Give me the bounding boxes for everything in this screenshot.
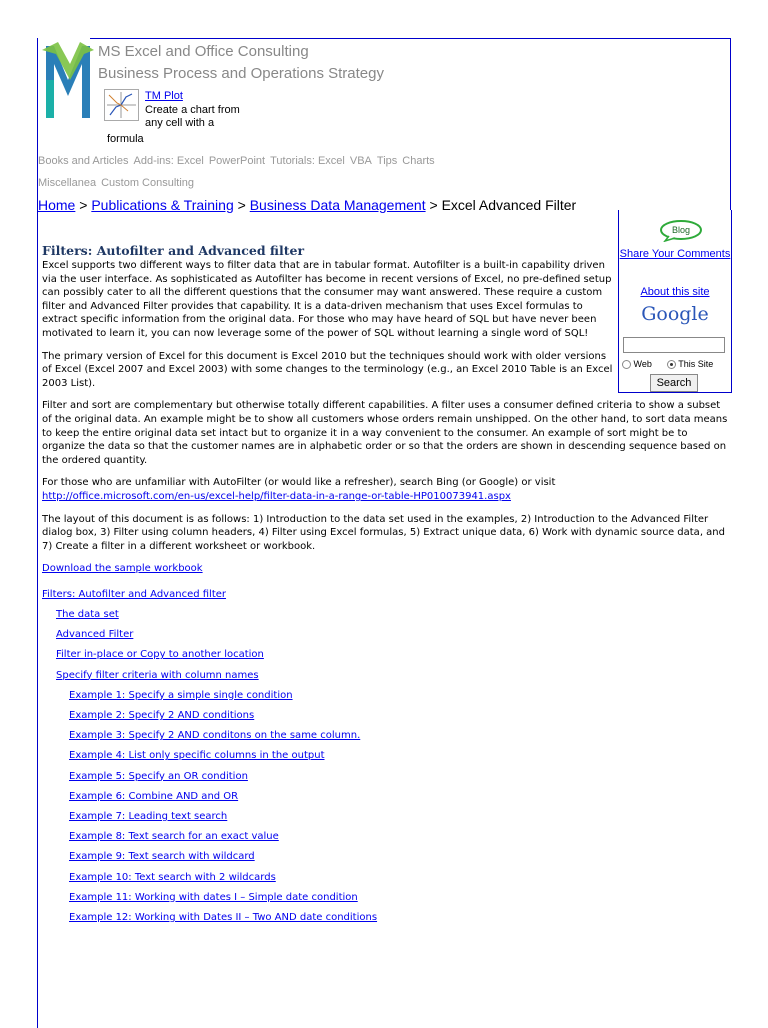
toc-link[interactable]: Example 7: Leading text search: [69, 810, 228, 822]
nav-menu-row1: [38, 155, 440, 167]
search-button[interactable]: Search: [650, 374, 698, 392]
paragraph-autofilter-text: For those who are unfamiliar with AutoFilter (or would like a refresher), search Bing (or Google) or visit: [42, 477, 556, 489]
nav-item-tips[interactable]: Tips: [376, 155, 398, 167]
breadcrumb-separator: >: [79, 197, 88, 213]
toc-item: [42, 726, 730, 746]
nav-menu-row2: [38, 177, 199, 189]
site-logo-icon[interactable]: [40, 40, 96, 126]
toc-link[interactable]: Example 5: Specify an OR condition: [69, 770, 248, 782]
toc-link[interactable]: Example 6: Combine AND and OR: [69, 790, 239, 802]
toc-link[interactable]: The data set: [56, 609, 119, 621]
nav-item-miscellanea[interactable]: Miscellanea: [38, 177, 97, 189]
share-comments-link[interactable]: Share Your Comments: [619, 248, 731, 260]
breadcrumb-publications[interactable]: Publications & Training: [91, 197, 234, 213]
header-border-right: [730, 38, 731, 210]
toc-item: [42, 666, 730, 686]
promo-description-end: formula: [107, 133, 144, 145]
breadcrumb-separator: >: [429, 197, 438, 213]
microsoft-help-link[interactable]: http://office.microsoft.com/en-us/excel-help/filter-data-in-a-range-or-table-HP010073941.aspx: [42, 490, 511, 502]
breadcrumb: [38, 197, 576, 213]
breadcrumb-separator: >: [237, 197, 246, 213]
site-subtitle: Business Process and Operations Strategy: [98, 65, 384, 82]
chart-icon[interactable]: [104, 89, 139, 121]
paragraph-autofilter: [42, 476, 730, 503]
toc-item: [42, 868, 730, 888]
toc-link[interactable]: Example 11: Working with dates I – Simple date condition: [69, 891, 358, 903]
nav-item-vba[interactable]: VBA: [349, 155, 372, 167]
toc-link[interactable]: Filters: Autofilter and Advanced filter: [42, 588, 227, 600]
promo-description: Create a chart from any cell with a: [145, 104, 240, 129]
promo-link[interactable]: TM Plot: [145, 90, 183, 102]
nav-item-charts[interactable]: Charts: [402, 155, 435, 167]
toc-item: [42, 625, 730, 645]
page-title: Filters: Autofilter and Advanced filter: [42, 243, 305, 258]
nav-item-tutorials-excel[interactable]: Tutorials: Excel: [270, 155, 345, 167]
toc-item: [42, 888, 730, 908]
toc-item: [42, 746, 730, 766]
toc-item: [42, 605, 730, 625]
toc-item: [42, 908, 730, 928]
radio-web-label: Web: [633, 359, 652, 369]
toc-item: [42, 686, 730, 706]
nav-item-books-articles[interactable]: Books and Articles: [38, 155, 129, 167]
blog-bubble-icon[interactable]: [659, 220, 703, 242]
paragraph-intro: Excel supports two different ways to filter data that are in tabular format. Autofilter is a built-in capability driven via the user interface. As sophisticated as Autofilter has become in recent versions of Excel, no pre-defined setup can possibly cater to all the different questions that the consumer may want answered. These require a custom filter and Advanced Filter provides that capability. It is a data-driven mechanism that uses Excel formulas to extract specific information from the original data. For those who may have heard of SQL but have never been motivated to learn it, you can now leverage some of the power of SQL without learning a single word of SQL!: [42, 260, 612, 339]
table-of-contents: [42, 585, 730, 928]
toc-item: [42, 807, 730, 827]
blog-label: Blog: [671, 225, 691, 235]
breadcrumb-current: Excel Advanced Filter: [441, 197, 577, 213]
toc-link[interactable]: Specify filter criteria with column names: [56, 669, 259, 681]
paragraph-filter-sort: Filter and sort are complementary but otherwise totally different capabilities. A filter uses a consumer defined criteria to show a subset of the original data. An example might be to show all customers whose orders remain unshipped. On the other hand, to sort data means to keep the entire original data set intact but to organize it in a way convenient to the consumer. An example of sort might be to organize the data so that the customer names are in alphabetic order or so that the orders are shown in descending sequence based on the ordered quantity.: [42, 400, 728, 466]
nav-item-powerpoint[interactable]: PowerPoint: [208, 155, 266, 167]
toc-item: [42, 767, 730, 787]
download-paragraph: [42, 562, 730, 576]
toc-link[interactable]: Advanced Filter: [56, 629, 134, 641]
google-logo: Google: [641, 303, 709, 325]
toc-item: [42, 827, 730, 847]
toc-link[interactable]: Example 8: Text search for an exact value: [69, 831, 279, 843]
paragraph-versions: The primary version of Excel for this document is Excel 2010 but the techniques should work with older versions of Excel (Excel 2007 and Excel 2003) with some changes to the terminology (e.g., an Excel 2010 Table is an Excel 2003 List).: [42, 350, 613, 389]
toc-item: [42, 645, 730, 665]
download-workbook-link[interactable]: Download the sample workbook: [42, 563, 203, 575]
toc-link[interactable]: Example 2: Specify 2 AND conditions: [69, 710, 255, 721]
toc-item: [42, 585, 730, 605]
toc-link[interactable]: Example 12: Working with Dates II – Two AND date conditions: [69, 911, 378, 923]
site-title: MS Excel and Office Consulting: [98, 43, 309, 60]
article: [42, 242, 730, 928]
toc-item: [42, 847, 730, 867]
breadcrumb-business-data[interactable]: Business Data Management: [249, 197, 426, 213]
toc-link[interactable]: Example 9: Text search with wildcard: [69, 851, 255, 863]
nav-item-addins-excel[interactable]: Add-ins: Excel: [133, 155, 204, 167]
toc-link[interactable]: Example 10: Text search with 2 wildcards: [69, 871, 276, 883]
toc-link[interactable]: Example 4: List only specific columns in the output: [69, 750, 325, 762]
about-site-link[interactable]: About this site: [640, 286, 710, 298]
breadcrumb-home[interactable]: Home: [38, 197, 76, 213]
toc-link[interactable]: Example 3: Specify 2 AND conditons on the same column.: [69, 730, 361, 742]
header-border-top: [90, 38, 731, 39]
radio-this-site-label: This Site: [678, 359, 714, 369]
paragraph-layout: The layout of this document is as follows: 1) Introduction to the data set used in the examples, 2) Introduction to the Advanced Filter dialog box, 3) Filter using column headers, 4) Filter using Excel formulas, 5) Extract unique data, 6) Work with dynamic source data, and 7) Create a filter in a different worksheet or workbook.: [42, 513, 725, 552]
toc-item: [42, 787, 730, 807]
toc-link[interactable]: Example 1: Specify a simple single condition: [69, 689, 293, 701]
toc-item: [42, 706, 730, 726]
toc-link[interactable]: Filter in-place or Copy to another location: [56, 649, 264, 661]
nav-item-custom-consulting[interactable]: Custom Consulting: [101, 177, 195, 189]
